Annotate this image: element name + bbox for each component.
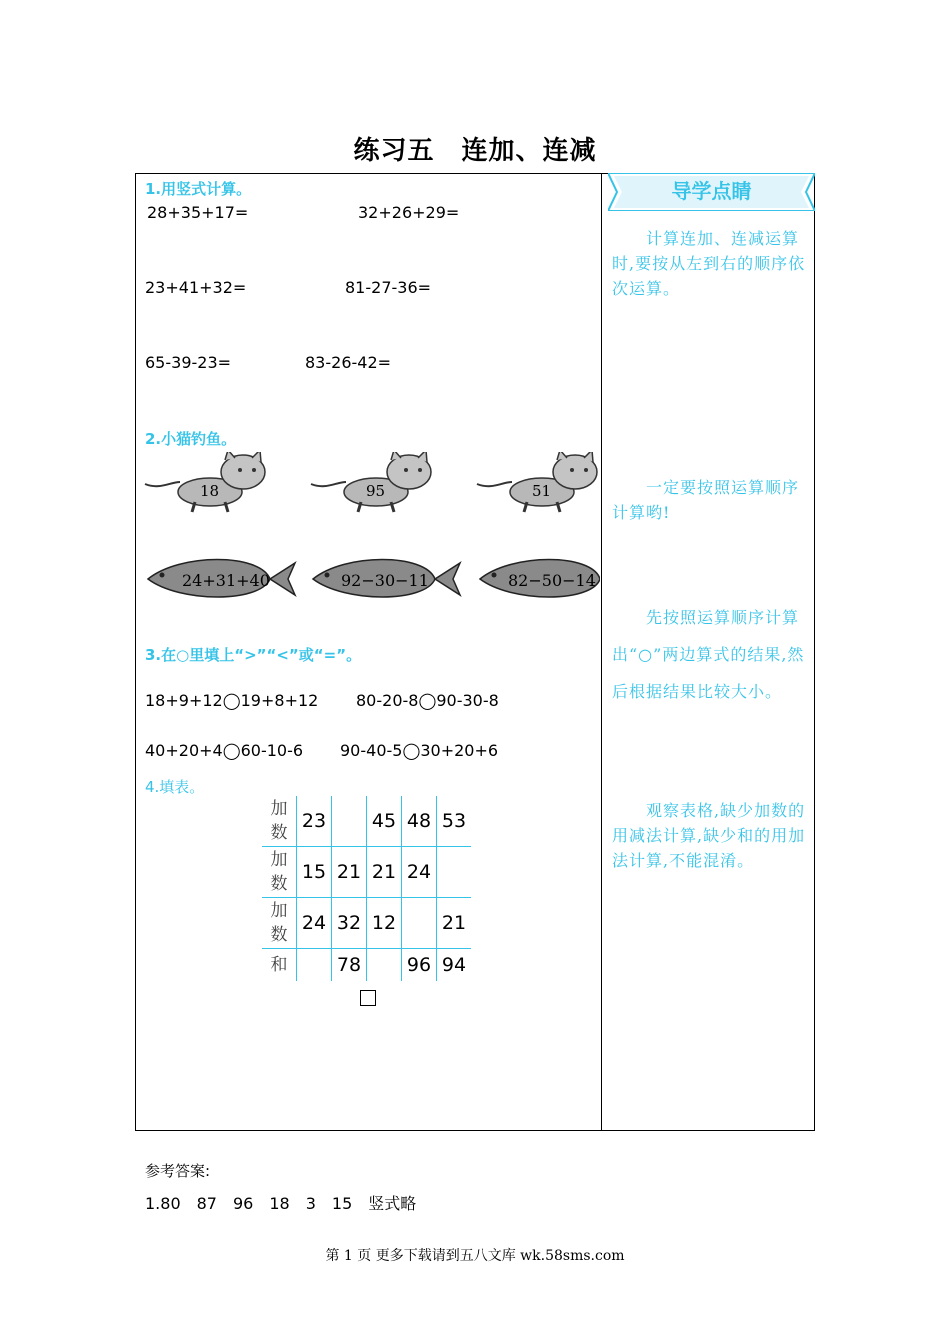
fish-3 [480, 560, 600, 598]
table-cell: 21 [367, 847, 402, 898]
cat-1-number: 18 [200, 482, 220, 500]
table-cell: 24 [297, 898, 332, 949]
cat-2-number: 95 [366, 482, 386, 500]
fish-1 [148, 560, 295, 598]
table-cell: 21 [332, 847, 367, 898]
row-label: 和 [262, 949, 297, 982]
table-cell: 94 [437, 949, 472, 982]
cat-3 [477, 452, 597, 512]
answer-section [145, 1160, 416, 1214]
table-row [262, 796, 471, 847]
table-cell: 12 [367, 898, 402, 949]
fish-1-expr: 24+31+40 [182, 571, 270, 590]
fish-2-expr: 92−30−11 [341, 571, 429, 590]
compare-4: 90-40-5◯30+20+6 [340, 741, 499, 760]
table-cell: 15 [297, 847, 332, 898]
column-divider [601, 173, 602, 1131]
section-1-title: 1.用竖式计算。 [145, 180, 252, 198]
section-4-title: 4.填表。 [145, 778, 205, 796]
table-cell: 23 [297, 796, 332, 847]
expr-1c: 23+41+32= [145, 278, 247, 297]
tip-3: 先按照运算顺序计算出“○”两边算式的结果,然后根据结果比较大小。 [612, 608, 805, 701]
fish-3-expr: 82−50−14 [508, 571, 596, 590]
table-cell[interactable] [367, 949, 402, 982]
table-cell[interactable] [297, 949, 332, 982]
table-cell[interactable] [402, 898, 437, 949]
expr-1b: 32+26+29= [358, 203, 460, 222]
table-row [262, 898, 471, 949]
row-label: 加 数 [262, 796, 297, 847]
addition-table [262, 796, 471, 981]
table-cell: 32 [332, 898, 367, 949]
page-title: 练习五 连加、连减 [353, 136, 597, 166]
table-cell: 48 [402, 796, 437, 847]
tip-4: 观察表格,缺少加数的用减法计算,缺少和的用加法计算,不能混淆。 [612, 801, 806, 870]
expr-1a: 28+35+17= [147, 203, 249, 222]
table-row [262, 949, 471, 982]
table-row [262, 847, 471, 898]
table-cell: 21 [437, 898, 472, 949]
table-cell: 78 [332, 949, 367, 982]
answer-label: 参考答案: [145, 1162, 211, 1180]
row-label: 加 数 [262, 847, 297, 898]
table-cell: 45 [367, 796, 402, 847]
section-2-title: 2.小猫钓鱼。 [145, 430, 237, 448]
table-cell: 53 [437, 796, 472, 847]
cat-3-number: 51 [532, 482, 552, 500]
table-cell[interactable] [437, 847, 472, 898]
compare-3: 40+20+4◯60-10-6 [145, 741, 304, 760]
compare-1: 18+9+12◯19+8+12 [145, 691, 319, 710]
cats-row [140, 452, 600, 517]
table-cell: 24 [402, 847, 437, 898]
fish-2 [313, 560, 460, 598]
cat-1 [145, 452, 265, 512]
fish-row [140, 553, 600, 608]
answer-line: 1.80 87 96 18 3 15 竖式略 [145, 1194, 417, 1213]
banner-title: 导学点睛 [671, 179, 752, 203]
table-cell: 96 [402, 949, 437, 982]
row-label: 加 数 [262, 898, 297, 949]
tip-2: 一定要按照运算顺序计算哟! [612, 478, 800, 522]
cat-2 [311, 452, 431, 512]
page-footer: 第 1 页 更多下载请到五八文库 wk.58sms.com [325, 1248, 625, 1264]
expr-1f: 83-26-42= [305, 353, 392, 372]
compare-2: 80-20-8◯90-30-8 [356, 691, 499, 710]
tip-1: 计算连加、连减运算时,要按从左到右的顺序依次运算。 [612, 229, 806, 298]
expr-1d: 81-27-36= [345, 278, 432, 297]
section-3-title: 3.在○里填上“>”“<”或“=”。 [145, 646, 362, 664]
expr-1e: 65-39-23= [145, 353, 232, 372]
table-cell[interactable] [332, 796, 367, 847]
answer-box [360, 990, 376, 1006]
